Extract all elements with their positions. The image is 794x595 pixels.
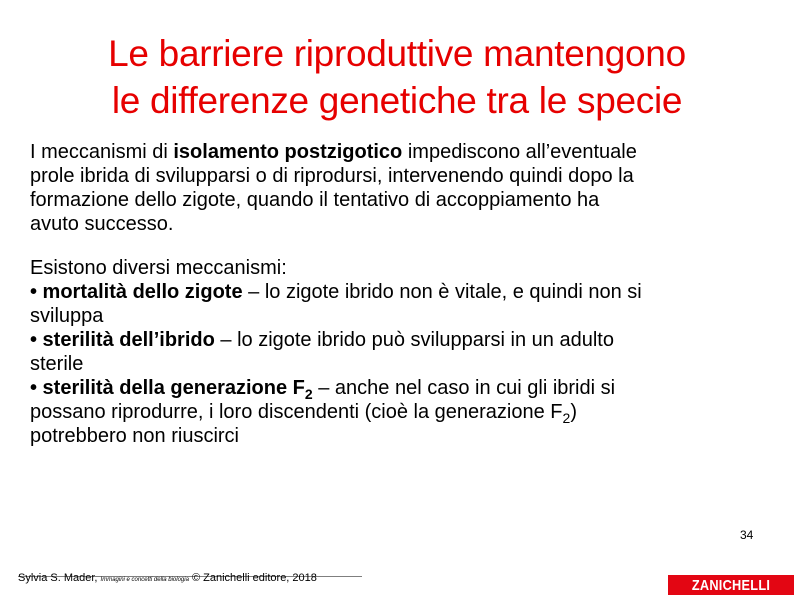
mechanisms-list — [30, 256, 770, 448]
subscript: 2 — [304, 386, 313, 402]
list-item-term: • mortalità dello zigote — [30, 281, 243, 303]
list-item-cont: sviluppa — [30, 305, 104, 327]
list-item-cont: potrebbero non riuscirci — [30, 425, 239, 447]
author: Sylvia S. Mader, — [18, 572, 101, 584]
intro-line-4: avuto successo. — [30, 213, 174, 235]
list-intro: Esistono diversi meccanismi: — [30, 257, 287, 279]
intro-text: I meccanismi di — [30, 141, 174, 163]
list-item-term — [30, 377, 313, 402]
key-term: isolamento postzigotico — [173, 141, 403, 163]
subscript: 2 — [562, 410, 571, 426]
list-item-text: – lo zigote ibrido può svilupparsi in un adulto — [214, 329, 614, 351]
list-item — [30, 376, 770, 400]
intro-line-3: formazione dello zigote, quando il tentativo di accoppiamento ha — [30, 189, 600, 211]
title-line-2: le differenze genetiche tra le specie — [111, 80, 683, 121]
list-item-text: – lo zigote ibrido non è vitale, e quindi non si — [242, 281, 642, 303]
publisher-logo — [668, 575, 794, 595]
footer-credit — [18, 572, 317, 584]
intro-text: impediscono all’eventuale — [402, 141, 637, 163]
term-text: • sterilità della generazione F — [30, 377, 305, 399]
list-item-term: • sterilità dell’ibrido — [30, 329, 215, 351]
list-item-cont — [30, 400, 770, 424]
list-item — [30, 328, 770, 352]
cont-text: ) — [570, 401, 577, 423]
book-title: Immagini e concetti della biologia — [100, 577, 189, 583]
logo-text: ZANICHELLI — [691, 577, 771, 594]
page-number: 34 — [740, 528, 754, 542]
intro-line-2: prole ibrida di svilupparsi o di riprodursi, intervenendo quindi dopo la — [30, 165, 634, 187]
intro-line-1 — [30, 140, 770, 164]
list-item — [30, 280, 770, 304]
list-item-text: – anche nel caso in cui gli ibridi si — [312, 377, 616, 399]
cont-text: possano riprodurre, i loro discendenti (cioè la generazione F — [30, 401, 563, 423]
title-line-1: Le barriere riproduttive mantengono — [108, 33, 686, 74]
slide-title — [0, 30, 794, 124]
list-item-cont: sterile — [30, 353, 84, 375]
intro-paragraph — [30, 140, 770, 236]
publisher: © Zanichelli editore, 2018 — [188, 572, 317, 584]
